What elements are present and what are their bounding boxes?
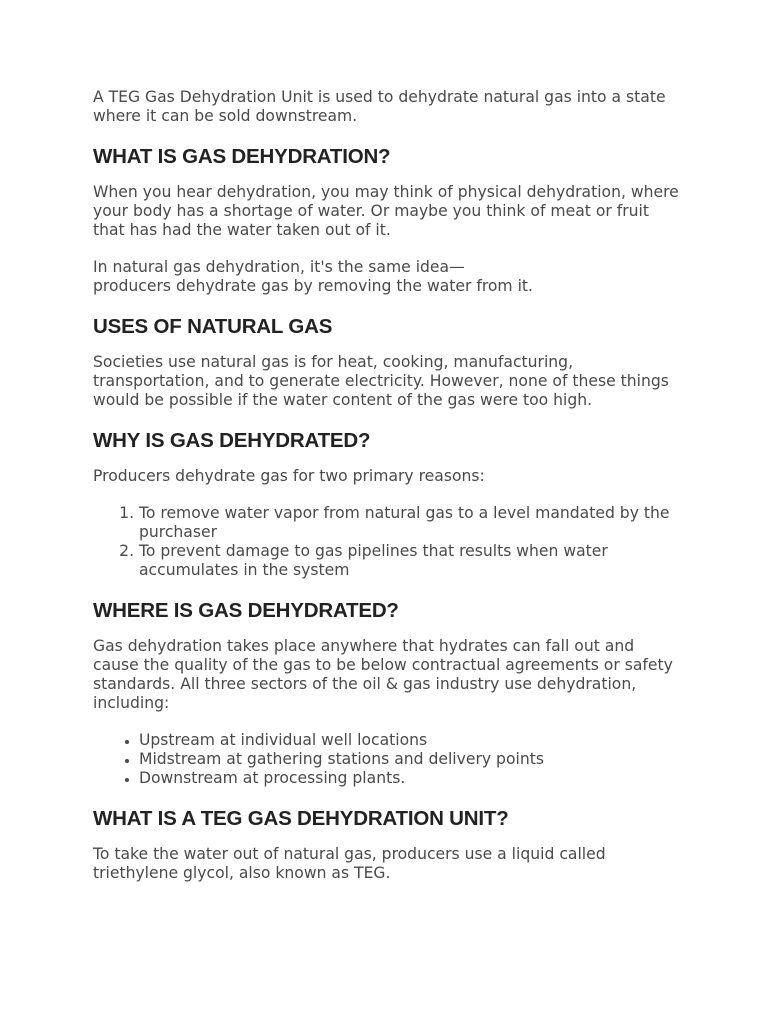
reasons-list	[93, 504, 683, 580]
teg-paragraph: To take the water out of natural gas, producers use a liquid called triethylene glycol, also known as TEG.	[93, 845, 606, 882]
list-item: 1. To remove water vapor from natural gas to a level mandated by the purchaser	[139, 504, 683, 542]
where-paragraph: Gas dehydration takes place anywhere that hydrates can fall out and cause the quality of the gas to be below contractual agreements or safety standards. All three sectors of the oil & gas industry use dehydration, including:	[93, 637, 673, 712]
why-paragraph: Producers dehydrate gas for two primary reasons:	[93, 467, 485, 485]
uses-paragraph: Societies use natural gas is for heat, cooking, manufacturing, transportation, and to generate electricity. However, none of these things would be possible if the water content of the gas were too high.	[93, 353, 669, 409]
list-item: • Midstream at gathering stations and delivery points	[139, 750, 683, 769]
intro-paragraph: A TEG Gas Dehydration Unit is used to dehydrate natural gas into a state where it can be sold downstream.	[93, 88, 666, 125]
what-paragraph-2-line-2: producers dehydrate gas by removing the water from it.	[93, 277, 533, 295]
heading-why-is-gas-dehydrated: WHY IS GAS DEHYDRATED?	[93, 429, 371, 452]
list-item: 2. To prevent damage to gas pipelines that results when water accumulates in the system	[139, 542, 683, 580]
document-page	[93, 88, 683, 883]
sectors-list	[93, 731, 683, 788]
what-paragraph-2	[93, 258, 683, 296]
what-paragraph-1: When you hear dehydration, you may think of physical dehydration, where your body has a shortage of water. Or maybe you think of meat or fruit that has had the water taken out of it.	[93, 183, 679, 239]
heading-where-is-gas-dehydrated: WHERE IS GAS DEHYDRATED?	[93, 599, 399, 622]
list-item: • Downstream at processing plants.	[139, 769, 683, 788]
heading-what-is-gas-dehydration: WHAT IS GAS DEHYDRATION?	[93, 145, 391, 168]
heading-uses-of-natural-gas: USES OF NATURAL GAS	[93, 315, 333, 338]
list-item: • Upstream at individual well locations	[139, 731, 683, 750]
heading-what-is-a-teg-unit: WHAT IS A TEG GAS DEHYDRATION UNIT?	[93, 807, 509, 830]
what-paragraph-2-line-1: In natural gas dehydration, it's the same idea—	[93, 258, 465, 276]
